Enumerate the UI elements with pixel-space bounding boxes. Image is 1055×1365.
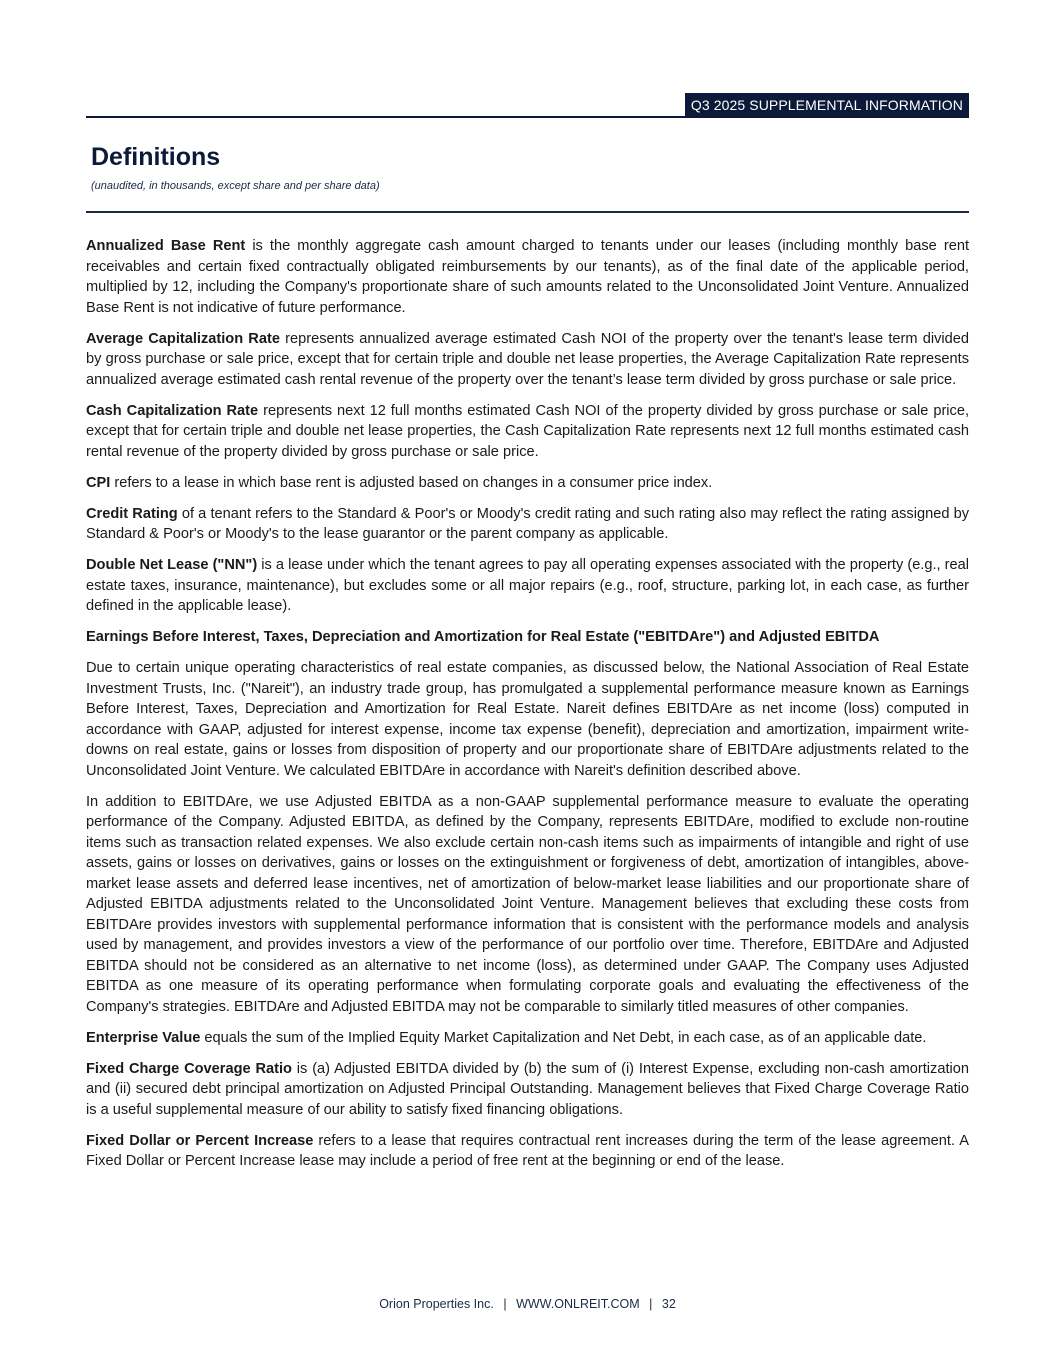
definitions-content xyxy=(86,236,969,1182)
footer-website-link[interactable]: WWW.ONLREIT.COM xyxy=(516,1297,640,1311)
definition-double-net-lease xyxy=(86,555,969,617)
footer-page-number: 32 xyxy=(661,1297,676,1311)
definition-cash-capitalization-rate xyxy=(86,401,969,463)
definition-fixed-dollar-or-percent-increase xyxy=(86,1131,969,1172)
definition-text: represents next 12 full months estimated Cash NOI of the property divided by gross purchase or sale price, except that for certain triple and double net lease properties, the Cash Capitalization Rate represents next 12 full months estimated cash rental revenue of the property divided by gross purchase or sale price. xyxy=(86,402,970,460)
definition-text: refers to a lease that requires contractual rent increases during the term of the lease agreement. A Fixed Dollar or Percent Increase lease may include a period of free rent at the beginning or end of the lease. xyxy=(86,1132,969,1169)
definition-annualized-base-rent xyxy=(86,236,969,318)
definition-term: CPI xyxy=(86,474,111,491)
title-rule xyxy=(86,211,969,213)
definition-text: represents annualized average estimated Cash NOI of the property over the tenant's lease term divided by gross purchase or sale price, except that for certain triple and double net lease properties, the Average Capitalization Rate represents annualized average estimated cash rental revenue of the property over the tenant’s lease term divided by gross purchase or sale price. xyxy=(86,330,969,388)
definition-term: Average Capitalization Rate xyxy=(86,330,280,347)
ebitda-paragraph: Due to certain unique operating characteristics of real estate companies, as discussed below, the National Association of Real Estate Investment Trusts, Inc. ("Nareit"), an industry trade group, has promulgated a supplemental performance measure known as Earnings Before Interest, Taxes, Depreciation and Amortization for Real Estate. Nareit defines EBITDAre as net income (loss) computed in accordance with GAAP, adjusted for interest expense, income tax expense (benefit), depreciation and amortization, impairment write-downs on real estate, gains or losses from disposition of property and our proportionate share of EBITDAre adjustments related to the Unconsolidated Joint Venture. We calculated EBITDAre in accordance with Nareit's definition described above. xyxy=(86,660,969,779)
page-title: Definitions xyxy=(91,143,221,171)
page-subtitle: (unaudited, in thousands, except share and per share data) xyxy=(91,180,380,192)
definition-term: Cash Capitalization Rate xyxy=(86,402,259,419)
definition-term: Enterprise Value xyxy=(86,1029,201,1046)
definition-term: Fixed Charge Coverage Ratio xyxy=(86,1060,292,1077)
page-footer xyxy=(0,1297,1055,1311)
definition-credit-rating xyxy=(86,504,969,545)
adjusted-ebitda-paragraph: In addition to EBITDAre, we use Adjusted EBITDA as a non-GAAP supplemental performance measure to evaluate the operating performance of the Company. Adjusted EBITDA, as defined by the Company, represents EBITDAre, modified to exclude non-routine items such as transaction related expenses. We also exclude certain non-cash items such as impairments of intangible and right of use assets, gains or losses on derivatives, gains or losses on the extinguishment or forgiveness of debt, amortization of intangibles, above-market lease assets and deferred lease incentives, net of amortization of below-market lease liabilities and our proportionate share of Adjusted EBITDA adjustments related to the Unconsolidated Joint Venture. Management believes that excluding these costs from EBITDAre provides investors with supplemental performance information that is consistent with the performance models and analysis used by management, and provides investors a view of the performance of our portfolio over time. Therefore, EBITDAre and Adjusted EBITDA should not be considered as an alternative to net income (loss), as determined under GAAP. The Company uses Adjusted EBITDA as one measure of its operating performance when formulating corporate goals and evaluating the effectiveness of the Company's strategies. EBITDAre and Adjusted EBITDA may not be comparable to similarly titled measures of other companies. xyxy=(86,793,969,1015)
definition-text: is (a) Adjusted EBITDA divided by (b) the sum of (i) Interest Expense, excluding non-cash amortization and (ii) secured debt principal amortization on Adjusted Principal Outstanding. Management believes that Fixed Charge Coverage Ratio is a useful supplemental measure of our ability to satisfy fixed financing obligations. xyxy=(86,1060,969,1118)
definition-term: Credit Rating xyxy=(86,505,178,522)
footer-separator: | xyxy=(503,1297,507,1311)
definition-average-capitalization-rate xyxy=(86,329,969,391)
footer-separator: | xyxy=(649,1297,653,1311)
supplemental-info-badge: Q3 2025 SUPPLEMENTAL INFORMATION xyxy=(685,93,969,117)
definition-text: equals the sum of the Implied Equity Market Capitalization and Net Debt, in each case, as of an applicable date. xyxy=(200,1029,927,1046)
definition-cpi xyxy=(86,473,969,494)
definition-text: refers to a lease in which base rent is adjusted based on changes in a consumer price index. xyxy=(110,474,713,491)
definition-term: Fixed Dollar or Percent Increase xyxy=(86,1132,314,1149)
ebitda-section-heading: Earnings Before Interest, Taxes, Depreciation and Amortization for Real Estate ("EBITDAre") and Adjusted EBITDA xyxy=(86,629,880,645)
footer-company: Orion Properties Inc. xyxy=(379,1297,494,1311)
definition-text: of a tenant refers to the Standard & Poor's or Moody's credit rating and such rating also may reflect the rating assigned by Standard & Poor's or Moody's to the lease guarantor or the parent company as applicable. xyxy=(86,505,969,542)
definition-term: Annualized Base Rent xyxy=(86,238,246,254)
definition-enterprise-value xyxy=(86,1028,969,1049)
definition-text: is a lease under which the tenant agrees to pay all operating expenses associated with the property (e.g., real estate taxes, insurance, maintenance), but excludes some or all major repairs (e.g., roof, structure, parking lot, in each case, as further defined in the applicable lease). xyxy=(86,557,969,614)
definition-text: is the monthly aggregate cash amount charged to tenants under our leases (including monthly base rent receivables and certain fixed contractually obligated reimbursements by our tenants), as of the final date of the applicable period, multiplied by 12, including the Company's proportionate share of such amounts related to the Unconsolidated Joint Venture. Annualized Base Rent is not indicative of future performance. xyxy=(86,238,969,316)
definition-term: Double Net Lease ("NN") xyxy=(86,557,258,573)
definition-fixed-charge-coverage-ratio xyxy=(86,1059,969,1121)
